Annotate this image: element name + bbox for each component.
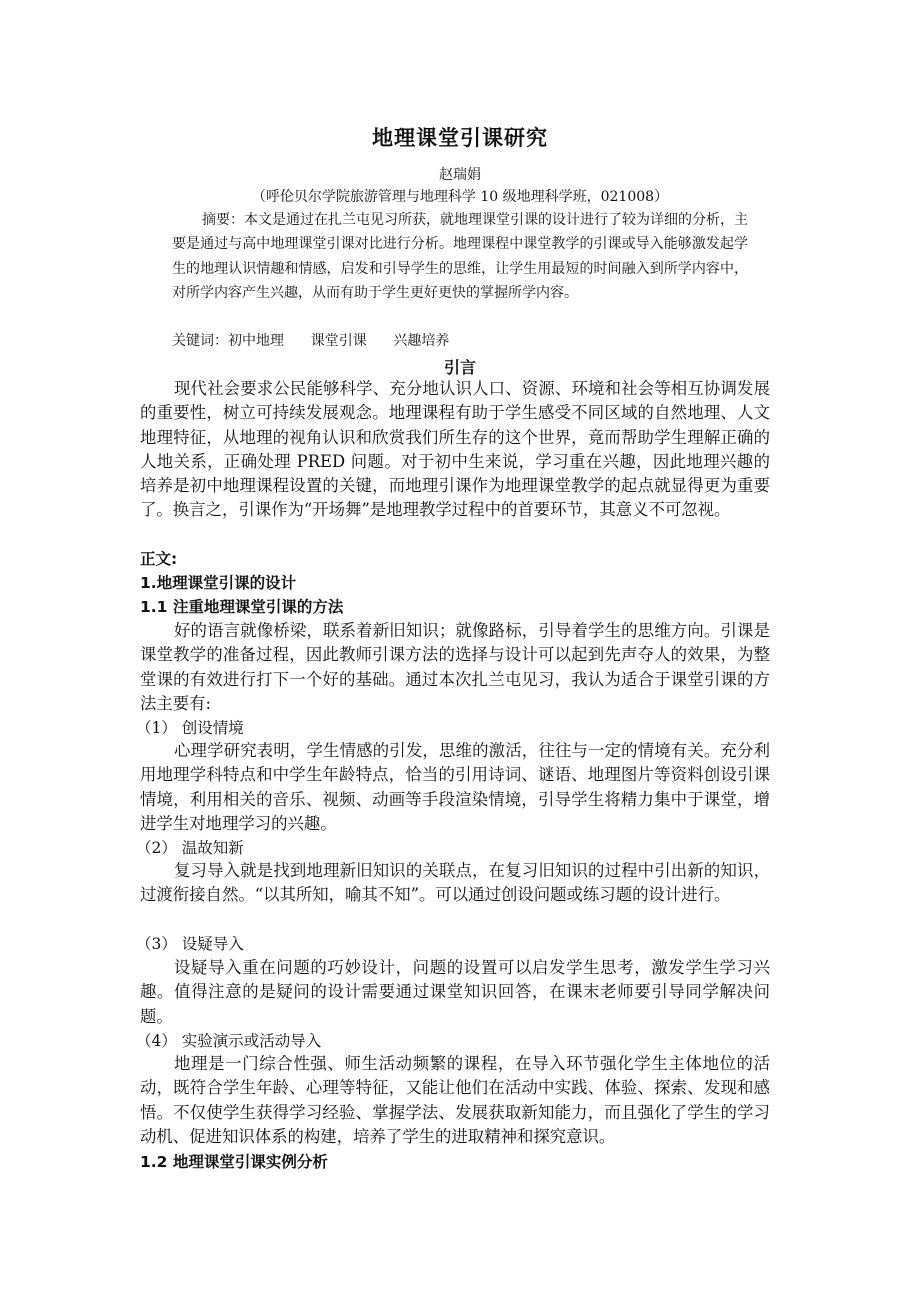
item-4-paragraph: 地理是一门综合性强、师生活动频繁的课程，在导入环节强化学生主体地位的活动，既符合学生年龄、心理等特征，又能让他们在活动中实践、体验、探索、发现和感悟。不仅使学生获得学习经验、掌握学法、发展获取新知能力，而且强化了学生的学习动机、促进知识体系的构建，培养了学生的进取精神和探究意识。 (140, 1054, 770, 1146)
item-3-label: （3） 设疑导入 (136, 935, 244, 953)
intro-paragraph: 现代社会要求公民能够科学、充分地认识人口、资源、环境和社会等相互协调发展的重要性，树立可持续发展观念。地理课程有助于学生感受不同区域的自然地理、人文地理特征，从地理的视角认识和欣赏我们所生存的这个世界，竟而帮助学生理解正确的人地关系，正确处理 PRED 问题。对于初中生来说，学习重在兴趣，因此地理兴趣的培养是初中地理课程设置的关键，而地理引课作为地理课堂教学的起点就显得更为重要了。换言之，引课作为“开场舞”是地理教学过程中的首要环节，其意义不可忽视。 (140, 379, 770, 520)
item-4-label: （4） 实验演示或活动导入 (136, 1032, 322, 1050)
abstract-paragraph: 摘要：本文是通过在扎兰屯见习所获，就地理课堂引课的设计进行了较为详细的分析，主要是通过与高中地理课堂引课对比进行分析。地理课程中课堂教学的引课或导入能够激发起学生的地理认识情趣和情感，启发和引导学生的思维，让学生用最短的时间融入到所学内容中，对所学内容产生兴趣，从而有助于学生更好更快的掌握所学内容。 (172, 212, 748, 302)
intro-heading: 引言 (443, 358, 476, 377)
section-1-heading: 1.地理课堂引课的设计 (140, 574, 297, 592)
page-title: 地理课堂引课研究 (372, 125, 548, 150)
author-affiliation: （呼伦贝尔学院旅游管理与地理科学 10 级地理科学班，021008） (251, 189, 669, 205)
keywords-line: 关键词：初中地理 课堂引课 兴趣培养 (172, 333, 450, 349)
item-1-paragraph: 心理学研究表明，学生情感的引发，思维的激活，往往与一定的情境有关。充分利用地理学科特点和中学生年龄特点，恰当的引用诗词、谜语、地理图片等资料创设引课情境，利用相关的音乐、视频、动画等手段渲染情境，引导学生将精力集中于课堂，增进学生对地理学习的兴趣。 (140, 741, 770, 833)
section-1-1-heading: 1.1 注重地理课堂引课的方法 (140, 598, 344, 616)
item-3-paragraph: 设疑导入重在问题的巧妙设计，问题的设置可以启发学生思考，激发学生学习兴趣。值得注意的是疑问的设计需要通过课堂知识回答，在课末老师要引导同学解决问题。 (140, 958, 770, 1026)
author-name: 赵瑞娟 (439, 167, 481, 183)
section-1-1-paragraph: 好的语言就像桥梁，联系着新旧知识；就像路标，引导着学生的思维方向。引课是课堂教学的准备过程，因此教师引课方法的选择与设计可以起到先声夺人的效果，为整堂课的有效进行打下一个好的基础。通过本次扎兰屯见习，我认为适合于课堂引课的方法主要有: (140, 621, 770, 713)
body-label: 正文: (140, 550, 178, 568)
item-2-label: （2） 温故知新 (136, 839, 244, 857)
item-2-paragraph: 复习导入就是找到地理新旧知识的关联点，在复习旧知识的过程中引出新的知识，过渡衔接自然。“以其所知，喻其不知”。可以通过创设问题或练习题的设计进行。 (140, 861, 770, 905)
item-1-label: （1） 创设情境 (136, 719, 244, 737)
section-1-2-heading: 1.2 地理课堂引课实例分析 (140, 1153, 328, 1171)
